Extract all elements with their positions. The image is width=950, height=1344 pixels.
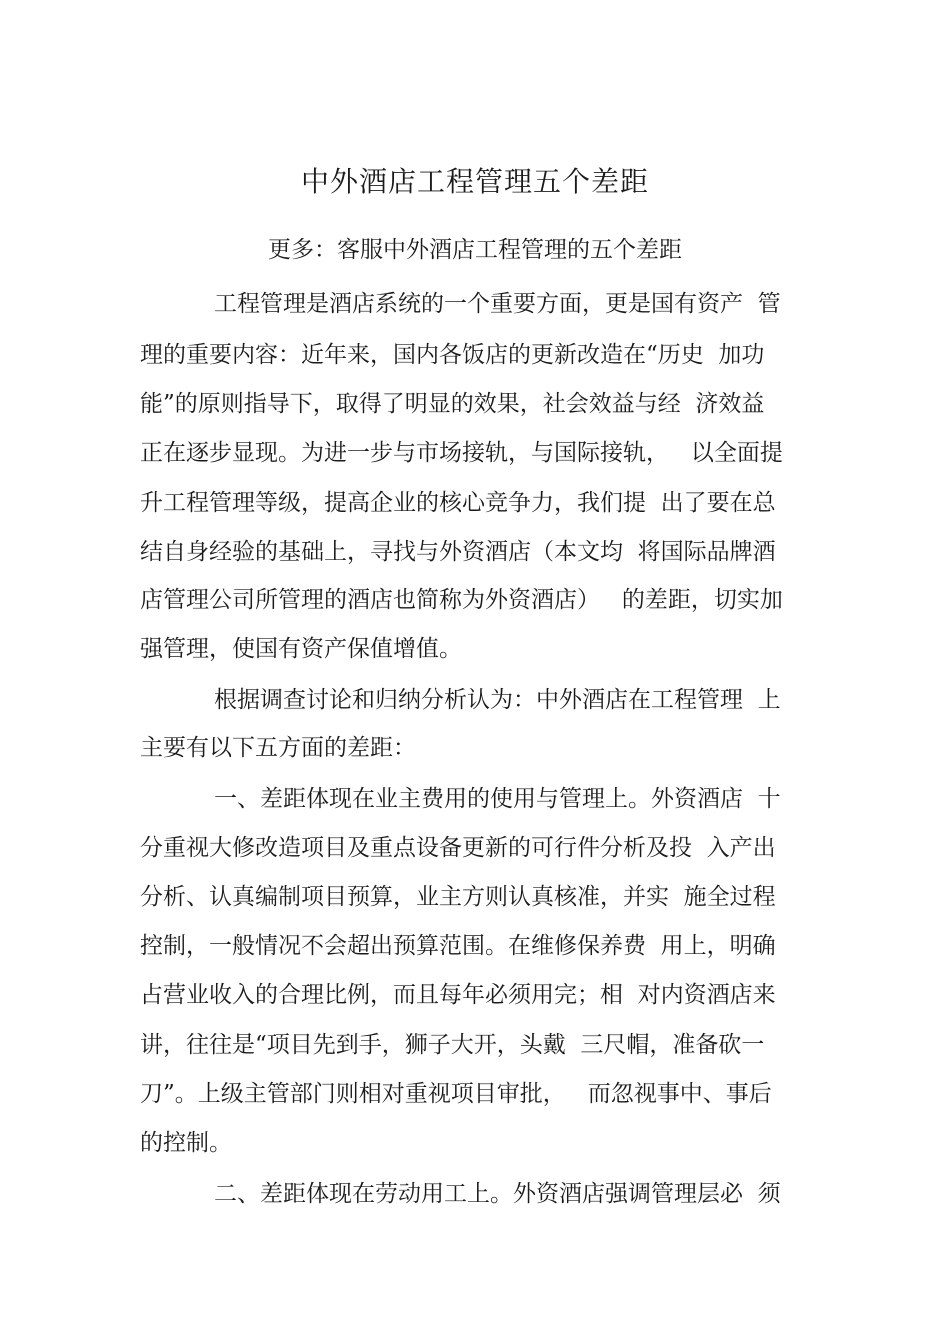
paragraph-1-line-6: 结自身经验的基础上，寻找与外资酒店（本文均 将国际品牌酒 xyxy=(140,539,776,565)
paragraph-1-line-3: 能”的原则指导下，取得了明显的效果，社会效益与经 济效益 xyxy=(140,391,765,417)
paragraph-3-line-7: 刀”。上级主管部门则相对重视项目审批， 而忽视事中、事后 xyxy=(140,1081,772,1107)
paragraph-4-line-1: 二、差距体现在劳动用工上。外资酒店强调管理层必 须 xyxy=(214,1181,781,1207)
paragraph-3-line-8: 的控制。 xyxy=(140,1130,232,1156)
document-title: 中外酒店工程管理五个差距 xyxy=(300,165,649,198)
paragraph-3-line-2: 分重视大修改造项目及重点设备更新的可行件分析及投 入产出 xyxy=(140,835,776,861)
document-subtitle: 更多：客服中外酒店工程管理的五个差距 xyxy=(268,237,682,263)
paragraph-1-line-2: 理的重要内容：近年来，国内各饭店的更新改造在“历史 加功 xyxy=(140,342,765,368)
paragraph-3-line-4: 控制，一般情况不会超出预算范围。在维修保养费 用上，明确 xyxy=(140,933,776,959)
paragraph-3-line-1: 一、差距体现在业主费用的使用与管理上。外资酒店 十 xyxy=(214,786,781,812)
paragraph-3-line-5: 占营业收入的合理比例，而且每年必须用完；相 对内资酒店来 xyxy=(140,982,776,1008)
paragraph-1-line-8: 强管理，使国有资产保值增值。 xyxy=(140,636,462,662)
paragraph-1-line-5: 升工程管理等级，提高企业的核心竞争力，我们提 出了要在总 xyxy=(140,490,776,516)
paragraph-1-line-7: 店管理公司所管理的酒店也简称为外资酒店） 的差距，切实加 xyxy=(140,587,783,613)
paragraph-2-line-2: 主要有以下五方面的差距： xyxy=(140,735,416,761)
paragraph-1-line-4: 正在逐步显现。为进一步与市场接轨，与国际接轨， 以全面提 xyxy=(140,440,783,466)
paragraph-1-line-1: 工程管理是酒店系统的一个重要方面，更是国有资产 管 xyxy=(214,291,781,317)
paragraph-3-line-6: 讲，往往是“项目先到手，狮子大开，头戴 三尺帽，准备砍一 xyxy=(140,1032,765,1058)
paragraph-3-line-3: 分析、认真编制项目预算，业主方则认真核准，并实 施全过程 xyxy=(140,884,776,910)
paragraph-2-line-1: 根据调查讨论和归纳分析认为：中外酒店在工程管理 上 xyxy=(214,687,781,713)
